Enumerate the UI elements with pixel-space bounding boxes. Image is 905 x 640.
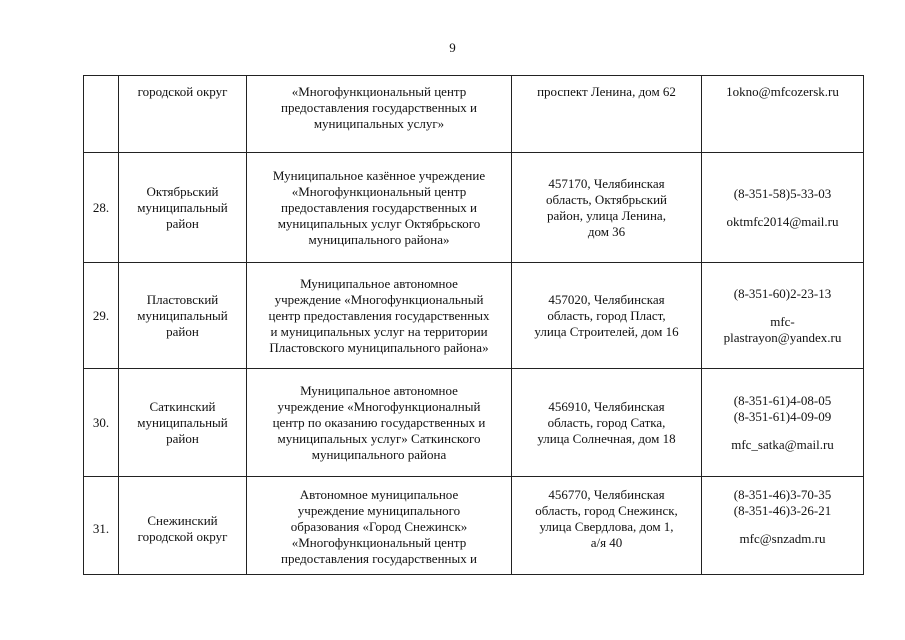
- organization-line: учреждение «Многофункционалный: [277, 398, 481, 414]
- municipality-cell: [119, 153, 247, 263]
- organization-line: муниципальных услуг» Саткинского: [277, 430, 481, 446]
- organization-line: предоставления государственных и: [281, 551, 477, 566]
- page-number: 9: [449, 40, 456, 55]
- mfc-registry-table: [83, 75, 864, 575]
- contacts-cell: [702, 76, 864, 153]
- address-line: область, город Снежинск,: [535, 503, 678, 518]
- address-line: область, Октябрьский: [546, 191, 667, 207]
- organization-line: Муниципальное автономное: [300, 382, 458, 398]
- municipality-line: городской округ: [137, 84, 228, 99]
- address-line: улица Строителей, дом 16: [534, 323, 679, 339]
- row-number-cell: 30.: [84, 369, 119, 477]
- phone-text: (8-351-46)3-26-21: [733, 503, 832, 518]
- address-line: 456910, Челябинская: [548, 398, 665, 414]
- municipality-cell: [119, 477, 247, 575]
- organization-cell: [247, 369, 512, 477]
- phone-text: (8-351-61)4-09-09: [733, 408, 832, 424]
- municipality-cell: [119, 76, 247, 153]
- organization-line: «Многофункциональный центр: [291, 84, 467, 99]
- organization-line: учреждение «Многофункциональный: [274, 291, 484, 307]
- email-text: 1okno@mfcozersk.ru: [726, 84, 839, 99]
- organization-line: образования «Город Снежинск»: [290, 519, 468, 534]
- contacts-cell: [702, 477, 864, 575]
- organization-line: муниципальных услуг»: [313, 116, 445, 131]
- organization-line: центр по оказанию государственных и: [272, 414, 486, 430]
- organization-line: Пластовского муниципального района»: [269, 339, 489, 355]
- row-number-cell: 28.: [84, 153, 119, 263]
- organization-cell: [247, 477, 512, 575]
- table-row: [84, 477, 864, 575]
- municipality-line: муниципальный: [137, 307, 228, 323]
- organization-cell: [247, 263, 512, 369]
- table-row: [84, 263, 864, 369]
- email-text: plastrayon@yandex.ru: [723, 329, 842, 345]
- organization-line: и муниципальных услуг на территории: [270, 323, 488, 339]
- organization-line: предоставления государственных и: [281, 100, 477, 115]
- organization-line: «Многофункциональный центр: [291, 183, 467, 199]
- email-text: mfc-: [770, 313, 795, 329]
- table-row: [84, 153, 864, 263]
- address-line: 457170, Челябинская: [548, 175, 665, 191]
- address-line: улица Солнечная, дом 18: [537, 430, 676, 446]
- phone-text: (8-351-46)3-70-35: [733, 487, 832, 502]
- contacts-cell: [702, 153, 864, 263]
- phone-text: (8-351-61)4-08-05: [733, 392, 832, 408]
- address-line: улица Свердлова, дом 1,: [539, 519, 674, 534]
- organization-line: Автономное муниципальное: [299, 487, 459, 502]
- organization-line: центр предоставления государственных: [268, 307, 490, 323]
- organization-line: Муниципальное казённое учреждение: [272, 167, 486, 183]
- address-line: область, город Пласт,: [547, 307, 666, 323]
- organization-line: муниципальных услуг Октябрьского: [277, 215, 481, 231]
- municipality-line: городской округ: [137, 528, 228, 544]
- email-text: mfc@snzadm.ru: [739, 531, 826, 546]
- organization-line: предоставления государственных и: [281, 199, 477, 215]
- municipality-line: Саткинский: [149, 398, 216, 414]
- municipality-line: район: [166, 323, 199, 339]
- address-line: район, улица Ленина,: [547, 207, 666, 223]
- table-row: [84, 369, 864, 477]
- row-number-cell: 29.: [84, 263, 119, 369]
- municipality-line: Пластовский: [146, 291, 219, 307]
- address-line: а/я 40: [590, 535, 623, 550]
- phone-text: (8-351-60)2-23-13: [733, 285, 832, 301]
- municipality-line: район: [166, 430, 199, 446]
- organization-line: муниципального района: [311, 446, 447, 462]
- email-text: oktmfc2014@mail.ru: [726, 213, 839, 229]
- municipality-line: муниципальный: [137, 199, 228, 215]
- municipality-line: муниципальный: [137, 414, 228, 430]
- address-line: 456770, Челябинская: [548, 487, 665, 502]
- address-line: проспект Ленина, дом 62: [537, 84, 676, 99]
- municipality-cell: [119, 369, 247, 477]
- address-cell: [512, 76, 702, 153]
- address-line: область, город Сатка,: [547, 414, 666, 430]
- phone-text: (8-351-58)5-33-03: [733, 185, 832, 201]
- organization-line: муниципального района»: [308, 231, 450, 247]
- organization-cell: [247, 76, 512, 153]
- table-row: [84, 76, 864, 153]
- municipality-cell: [119, 263, 247, 369]
- address-cell: [512, 369, 702, 477]
- row-number-cell: 31.: [84, 477, 119, 575]
- municipality-line: Октябрьский: [146, 183, 219, 199]
- contacts-cell: [702, 263, 864, 369]
- address-cell: [512, 153, 702, 263]
- address-cell: [512, 263, 702, 369]
- address-line: дом 36: [587, 223, 626, 239]
- organization-line: «Многофункциональный центр: [291, 535, 467, 550]
- organization-cell: [247, 153, 512, 263]
- municipality-line: район: [166, 215, 199, 231]
- address-cell: [512, 477, 702, 575]
- organization-line: Муниципальное автономное: [300, 275, 458, 291]
- organization-line: учреждение муниципального: [297, 503, 461, 518]
- contacts-cell: [702, 369, 864, 477]
- email-text: mfc_satka@mail.ru: [731, 436, 834, 452]
- address-line: 457020, Челябинская: [548, 291, 665, 307]
- municipality-line: Снежинский: [147, 512, 218, 528]
- row-number-cell: [84, 76, 119, 153]
